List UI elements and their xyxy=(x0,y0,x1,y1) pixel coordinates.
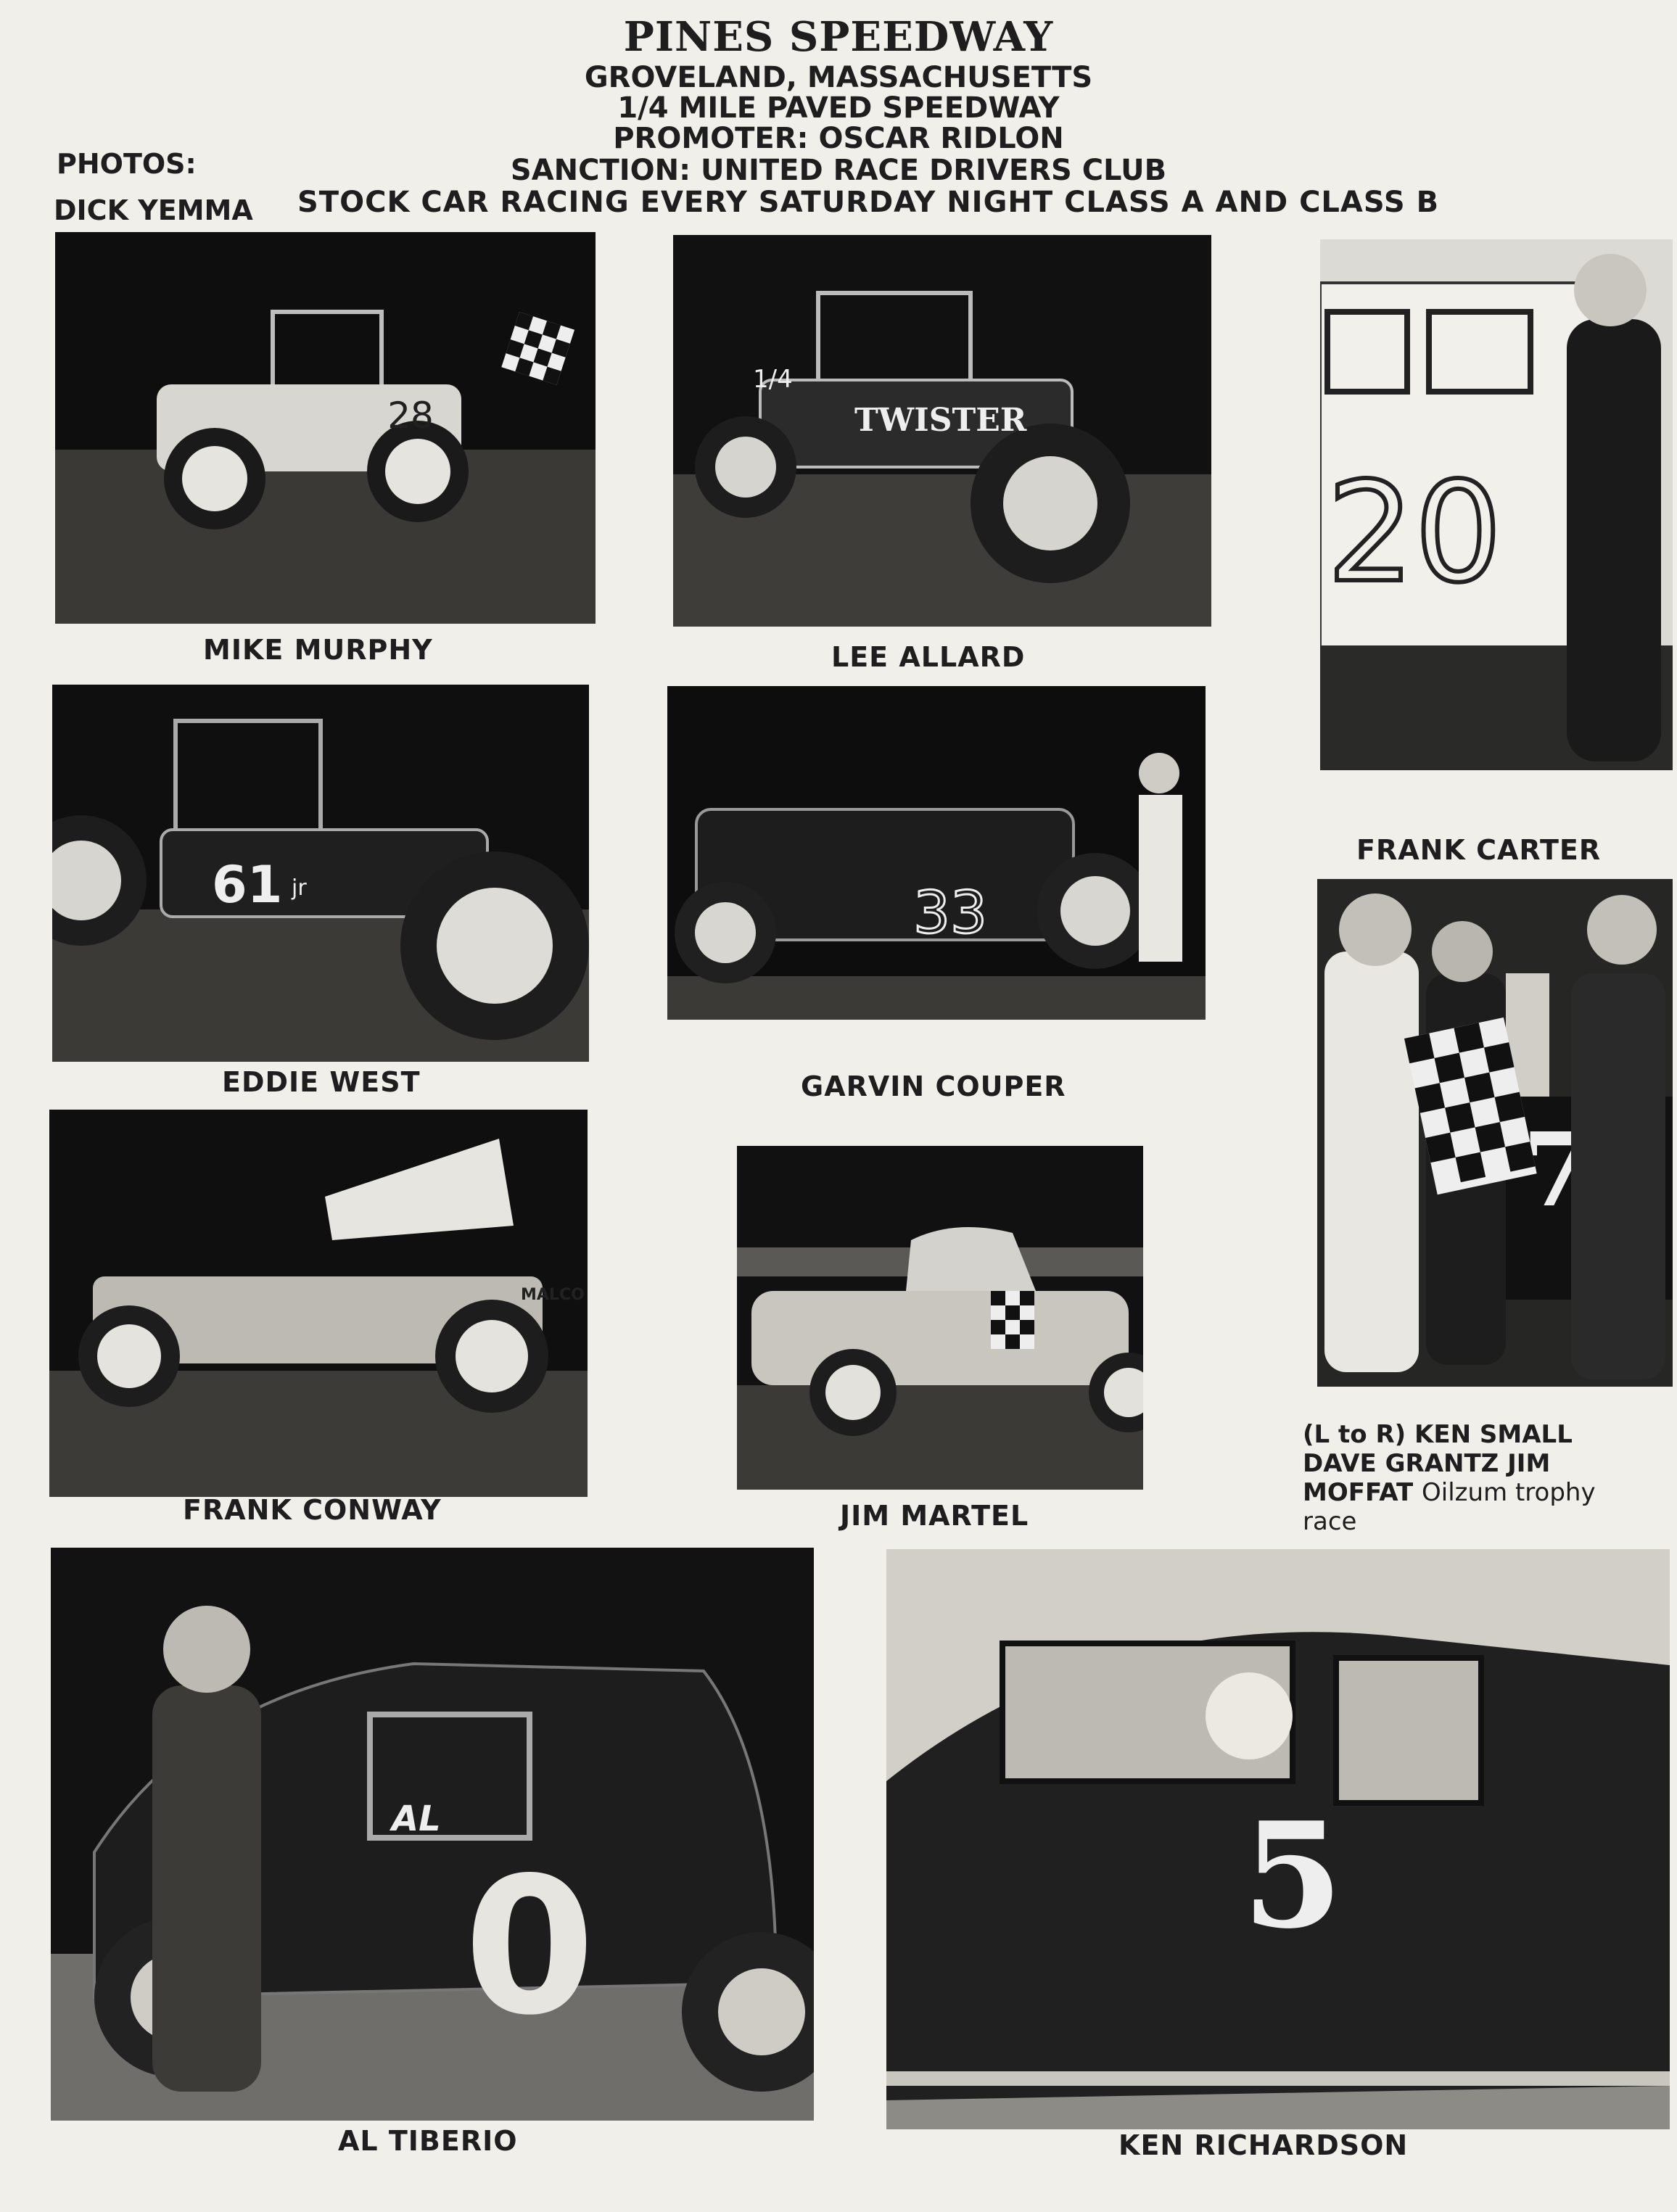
photo-jim-martel xyxy=(737,1146,1143,1490)
photo-garvin-couper xyxy=(667,686,1206,1020)
photo-ken-richardson xyxy=(886,1549,1670,2129)
photo-frank-carter xyxy=(1320,239,1673,770)
car-number: 5 xyxy=(1242,1791,1343,1961)
trophy-caption-line3 xyxy=(1303,1478,1665,1507)
car-number: 61 xyxy=(212,855,283,915)
car-number: 0 xyxy=(463,1838,596,2057)
car-number: 1/4 xyxy=(753,365,793,394)
photo-credit-name: DICK YEMMA xyxy=(54,194,253,226)
caption-mike-murphy: MIKE MURPHY xyxy=(203,634,433,666)
sanction-line: SANCTION: UNITED RACE DRIVERS CLUB xyxy=(510,154,1167,187)
car-suffix: jr xyxy=(292,875,307,901)
photo-mike-murphy xyxy=(55,232,596,624)
photo-lee-allard xyxy=(673,235,1211,627)
caption-ken-richardson: KEN RICHARDSON xyxy=(1118,2129,1409,2161)
racing-schedule-line: STOCK CAR RACING EVERY SATURDAY NIGHT CLASS A AND CLASS B xyxy=(297,186,1440,219)
car-number: 20 xyxy=(1327,453,1502,613)
page-title: PINES SPEEDWAY xyxy=(623,13,1054,61)
promoter-line: PROMOTER: OSCAR RIDLON xyxy=(613,122,1064,155)
caption-al-tiberio: AL TIBERIO xyxy=(338,2125,518,2157)
caption-lee-allard: LEE ALLARD xyxy=(831,641,1026,673)
location-line: GROVELAND, MASSACHUSETTS xyxy=(584,61,1093,94)
caption-garvin-couper: GARVIN COUPER xyxy=(801,1070,1066,1102)
photo-al-tiberio xyxy=(51,1548,814,2121)
car-mark: MALCO xyxy=(521,1286,585,1304)
caption-frank-carter: FRANK CARTER xyxy=(1356,834,1602,866)
car-number: 28 xyxy=(387,395,434,437)
caption-frank-conway: FRANK CONWAY xyxy=(183,1494,442,1526)
track-line: 1/4 MILE PAVED SPEEDWAY xyxy=(617,91,1060,125)
photo-credit-label: PHOTOS: xyxy=(57,148,197,180)
photo-trophy-presentation xyxy=(1317,879,1673,1387)
car-number: 33 xyxy=(913,879,987,946)
caption-jim-martel: JIM MARTEL xyxy=(840,1500,1029,1532)
caption-trophy-presentation xyxy=(1303,1420,1665,1536)
photo-eddie-west xyxy=(52,685,589,1062)
trophy-caption-line2: DAVE GRANTZ JIM xyxy=(1303,1449,1551,1478)
car-name: TWISTER xyxy=(854,402,1027,439)
photo-frank-conway xyxy=(49,1110,588,1497)
car-name: AL xyxy=(392,1799,441,1839)
trophy-caption-event: Oilzum trophy xyxy=(1422,1478,1596,1507)
trophy-caption-line1: (L to R) KEN SMALL xyxy=(1303,1420,1573,1449)
trophy-caption-names: MOFFAT xyxy=(1303,1478,1414,1507)
caption-eddie-west: EDDIE WEST xyxy=(222,1066,421,1098)
trophy-caption-line4: race xyxy=(1303,1507,1357,1536)
